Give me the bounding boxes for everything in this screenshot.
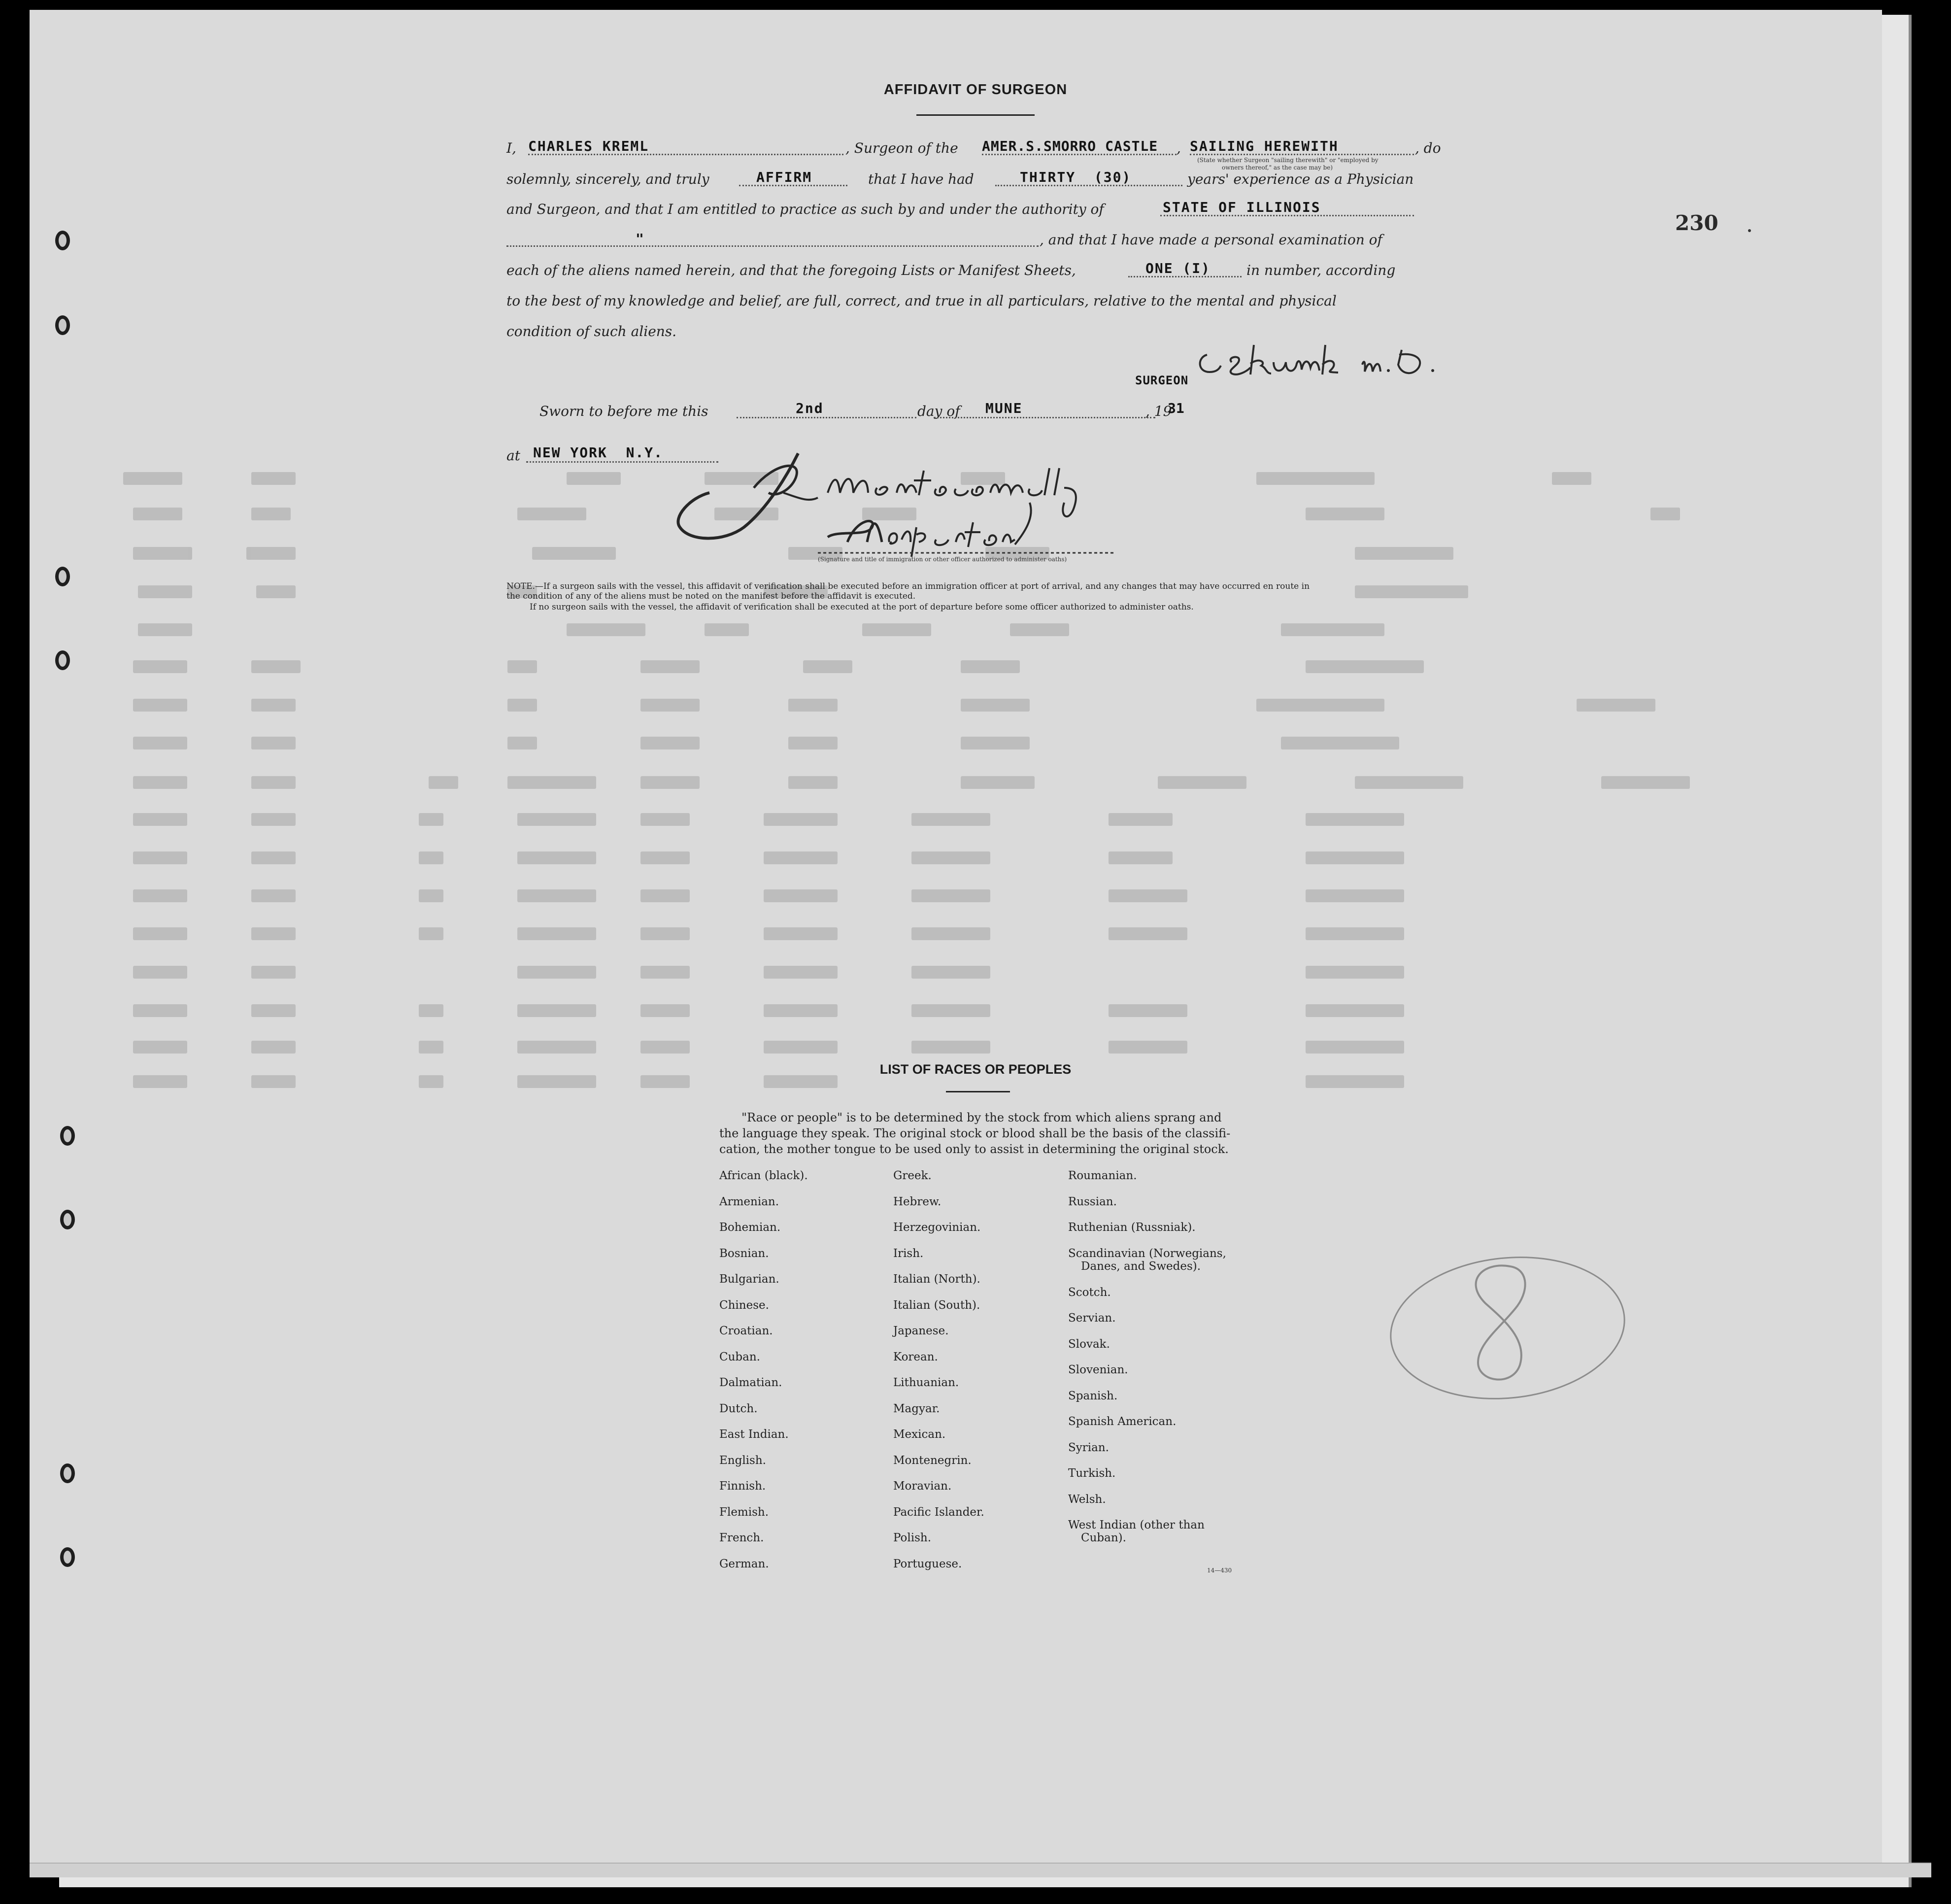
sworn-month: MUNE: [985, 400, 1023, 416]
races-column-3: [1068, 1169, 1226, 1557]
surgeon-label: SURGEON: [1135, 374, 1189, 387]
surgeon-name: CHARLES KREML: [528, 138, 649, 154]
binder-hole: [55, 650, 70, 670]
race-item: Moravian.: [893, 1480, 952, 1493]
races-column-2: [893, 1169, 984, 1583]
race-item-continued: Cuban).: [1081, 1531, 1126, 1544]
race-item: Scandinavian (Norwegians,: [1068, 1247, 1226, 1260]
mark-dot: [1748, 229, 1751, 232]
line1-mid: , Surgeon of the: [845, 140, 958, 156]
line1-prefix: I,: [506, 140, 516, 156]
race-item: Slovak.: [1068, 1337, 1110, 1351]
fill-line: [982, 154, 1177, 155]
race-item: Turkish.: [1068, 1467, 1116, 1480]
sworn-mid: day of: [917, 403, 960, 419]
races-title-underline: [946, 1091, 1010, 1092]
line4-text: , and that I have made a personal examination of: [1040, 232, 1382, 248]
race-item: English.: [719, 1454, 766, 1467]
fill-line: [739, 185, 847, 186]
fill-line: [1190, 154, 1414, 155]
races-intro-1: "Race or people" is to be determined by the stock from which aliens sprang and: [741, 1111, 1222, 1124]
vessel-name: AMER.S.SMORRO CASTLE: [982, 138, 1158, 154]
sheet-bottom-edge: [30, 1863, 1931, 1877]
note-line-2: the condition of any of the aliens must be noted on the manifest before the affidavit is executed.: [506, 591, 916, 601]
race-item: Mexican.: [893, 1428, 946, 1441]
affidavit-title: AFFIDAVIT OF SURGEON: [883, 82, 1068, 98]
sworn-year-prefix: , 19: [1145, 403, 1172, 419]
race-item: Lithuanian.: [893, 1376, 959, 1389]
race-item: Bosnian.: [719, 1247, 769, 1260]
binder-hole: [60, 1210, 75, 1229]
races-column-1: [719, 1169, 808, 1583]
race-item: Chinese.: [719, 1298, 769, 1312]
race-item: Servian.: [1068, 1312, 1116, 1325]
fill-line: [528, 154, 843, 155]
race-item: Ruthenian (Russniak).: [1068, 1221, 1196, 1234]
sworn-place: NEW YORK N.Y.: [533, 444, 664, 461]
form-number: 14—430: [1207, 1567, 1232, 1574]
sworn-year-suffix: 31: [1168, 400, 1184, 416]
title-underline: [916, 114, 1035, 116]
capacity-note: owners thereof," as the case may be): [1222, 164, 1333, 171]
line1-suffix: , do: [1415, 140, 1441, 156]
race-item: Spanish.: [1068, 1389, 1118, 1402]
race-item: Croatian.: [719, 1325, 773, 1337]
surgeon-capacity: SAILING HEREWITH: [1190, 138, 1339, 154]
line2-mid: that I have had: [868, 171, 974, 187]
race-item: Spanish American.: [1068, 1415, 1177, 1428]
race-item: Flemish.: [719, 1505, 769, 1519]
race-item: Welsh.: [1068, 1493, 1106, 1506]
race-item: Irish.: [893, 1247, 924, 1260]
race-item: Italian (South).: [893, 1298, 980, 1312]
pencil-oval-mark: [1379, 1247, 1636, 1409]
race-item: Roumanian.: [1068, 1169, 1137, 1182]
note-line-1: NOTE.—If a surgeon sails with the vessel, this affidavit of verification shall be executed before an immigration officer at port of arrival, and any changes that may have occurred en route in: [506, 581, 1310, 591]
line7-text: condition of such aliens.: [506, 323, 677, 340]
surgeon-signature: [1192, 335, 1468, 384]
race-item: Cuban.: [719, 1350, 760, 1363]
race-item: Finnish.: [719, 1480, 766, 1493]
capacity-note: (State whether Surgeon "sailing therewith" or "employed by: [1197, 157, 1379, 164]
binder-hole: [60, 1463, 75, 1483]
race-item: Portuguese.: [893, 1557, 962, 1570]
affirm-word: AFFIRM: [756, 169, 812, 185]
ditto-mark: ": [636, 231, 645, 247]
race-item: Greek.: [893, 1169, 932, 1182]
race-item: Pacific Islander.: [893, 1505, 984, 1519]
race-item: Magyar.: [893, 1402, 940, 1415]
binder-hole: [60, 1547, 75, 1567]
line2-suffix: years' experience as a Physician: [1187, 171, 1414, 187]
fill-line: [1160, 215, 1414, 216]
binder-hole: [60, 1126, 75, 1146]
race-item: Bohemian.: [719, 1221, 781, 1234]
line3-text: and Surgeon, and that I am entitled to practice as such by and under the authority of: [506, 201, 1104, 217]
line2-prefix: solemnly, sincerely, and truly: [506, 171, 709, 187]
race-item: Hebrew.: [893, 1195, 942, 1208]
note-line-3: If no surgeon sails with the vessel, the affidavit of verification shall be executed at the port of departure before some officer authorized to administer oaths.: [530, 602, 1194, 612]
race-item-continued: Danes, and Swedes).: [1081, 1259, 1201, 1273]
race-item: Korean.: [893, 1350, 938, 1363]
at-prefix: at: [506, 447, 520, 464]
race-item: African (black).: [719, 1169, 808, 1182]
fill-line: [506, 245, 1039, 247]
sworn-prefix: Sworn to before me this: [539, 403, 708, 419]
race-item: Syrian.: [1068, 1441, 1109, 1454]
race-item: Dutch.: [719, 1402, 758, 1415]
race-item: German.: [719, 1557, 769, 1570]
race-item: East Indian.: [719, 1428, 789, 1441]
race-item: Dalmatian.: [719, 1376, 782, 1389]
binder-hole: [55, 315, 70, 335]
license-authority: STATE OF ILLINOIS: [1163, 199, 1321, 215]
line6-text: to the best of my knowledge and belief, are full, correct, and true in all particulars, relative to the mental and physical: [506, 293, 1337, 309]
races-intro-3: cation, the mother tongue to be used only to assist in determining the original stock.: [719, 1142, 1229, 1156]
officer-caption: (Signature and title of immigration or other officer authorized to administer oaths): [818, 556, 1067, 563]
race-item: French.: [719, 1531, 764, 1544]
race-item: Herzegovinian.: [893, 1221, 981, 1234]
race-item: Russian.: [1068, 1195, 1117, 1208]
page-number: 230: [1675, 211, 1718, 235]
line5-suffix: in number, according: [1246, 262, 1396, 278]
race-item: Polish.: [893, 1531, 932, 1544]
binder-hole: [55, 567, 70, 586]
race-item: Slovenian.: [1068, 1363, 1128, 1376]
races-intro-2: the language they speak. The original stock or blood shall be the basis of the classifi-: [719, 1126, 1231, 1140]
years-experience: THIRTY (30): [1020, 169, 1132, 185]
binder-hole: [55, 231, 70, 250]
manifest-sheet-count: ONE (I): [1145, 260, 1211, 276]
line5-prefix: each of the aliens named herein, and that the foregoing Lists or Manifest Sheets,: [506, 262, 1076, 278]
race-item: Scotch.: [1068, 1286, 1111, 1299]
race-item: Bulgarian.: [719, 1273, 779, 1286]
fill-line: [995, 185, 1182, 186]
race-item: Japanese.: [893, 1325, 949, 1337]
race-item: Italian (North).: [893, 1273, 980, 1286]
races-title: LIST OF RACES OR PEOPLES: [879, 1062, 1072, 1077]
fill-line: [1128, 276, 1242, 277]
fill-line: [934, 417, 1155, 418]
fill-line: [737, 417, 916, 418]
inspector-signature: [670, 443, 1192, 572]
race-item: Montenegrin.: [893, 1454, 972, 1467]
sworn-day: 2nd: [796, 400, 824, 416]
race-item: Armenian.: [719, 1195, 779, 1208]
race-item: West Indian (other than: [1068, 1519, 1205, 1531]
